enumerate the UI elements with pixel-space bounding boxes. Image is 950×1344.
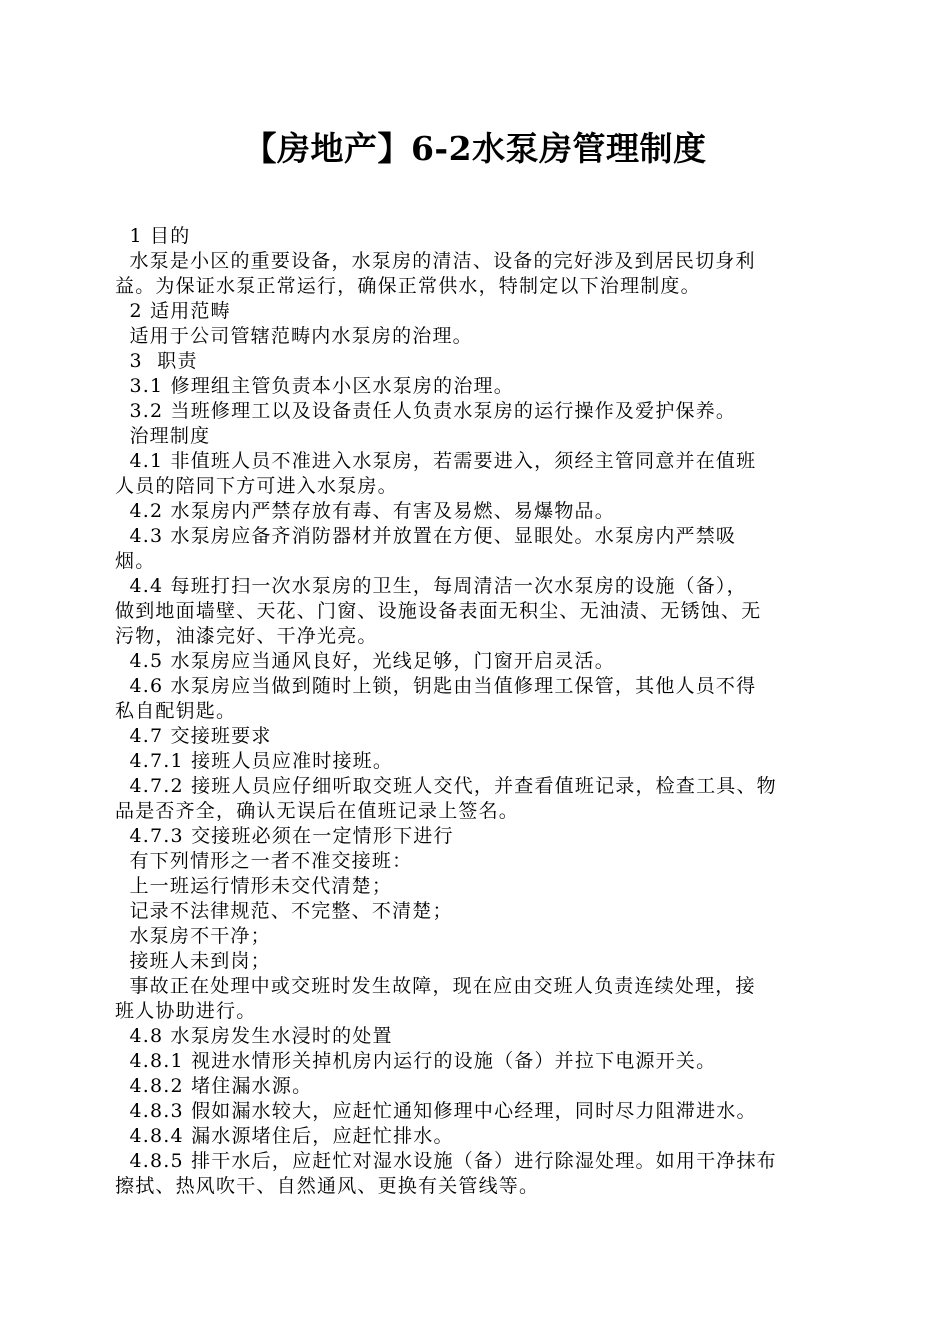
- body-line: 4.8.4 漏水源堵住后，应赶忙排水。: [115, 1125, 454, 1147]
- body-line: 治理制度: [115, 425, 211, 447]
- body-line: 4.1 非值班人员不准进入水泵房，若需要进入，须经主管同意并在值班: [115, 450, 757, 472]
- body-line: 4.8.1 视进水情形关掉机房内运行的设施（备）并拉下电源开关。: [115, 1050, 717, 1072]
- body-line: 上一班运行情形未交代清楚；: [115, 875, 393, 897]
- body-line: 4.8 水泵房发生水浸时的处置: [115, 1025, 393, 1047]
- body-line: 3.2 当班修理工以及设备责任人负责水泵房的运行操作及爱护保养。: [115, 400, 737, 422]
- body-line: 私自配钥匙。: [115, 700, 237, 722]
- body-line: 4.2 水泵房内严禁存放有毒、有害及易燃、易爆物品。: [115, 500, 615, 522]
- body-line: 4.8.5 排干水后，应赶忙对湿水设施（备）进行除湿处理。如用干净抹布: [115, 1150, 777, 1172]
- body-line: 4.8.2 堵住漏水源。: [115, 1075, 313, 1097]
- body-line: 4.4 每班打扫一次水泵房的卫生，每周清洁一次水泵房的设施（备），: [115, 575, 747, 597]
- body-line: 益。为保证水泵正常运行，确保正常供水，特制定以下治理制度。: [115, 275, 701, 297]
- body-line: 班人协助进行。: [115, 1000, 257, 1022]
- body-line: 接班人未到岗；: [115, 950, 271, 972]
- body-line: 1 目的: [115, 225, 191, 247]
- body-line: 3.1 修理组主管负责本小区水泵房的治理。: [115, 375, 514, 397]
- body-line: 4.7.3 交接班必须在一定情形下进行: [115, 825, 454, 847]
- body-line: 记录不法律规范、不完整、不清楚；: [115, 900, 453, 922]
- body-line: 3 职责: [115, 350, 198, 372]
- body-line: 烟。: [115, 550, 156, 572]
- body-line: 适用于公司管辖范畴内水泵房的治理。: [115, 325, 473, 347]
- body-line: 人员的陪同下方可进入水泵房。: [115, 475, 398, 497]
- document-body: [115, 224, 835, 1199]
- body-line: 4.5 水泵房应当通风良好，光线足够，门窗开启灵活。: [115, 650, 615, 672]
- body-line: 4.3 水泵房应备齐消防器材并放置在方便、显眼处。水泵房内严禁吸: [115, 525, 737, 547]
- body-line: 有下列情形之一者不准交接班：: [115, 850, 413, 872]
- body-line: 2 适用范畴: [115, 300, 231, 322]
- body-line: 4.6 水泵房应当做到随时上锁，钥匙由当值修理工保管，其他人员不得: [115, 675, 757, 697]
- body-line: 4.7.2 接班人员应仔细听取交班人交代，并查看值班记录，检查工具、物: [115, 775, 777, 797]
- body-line: 事故正在处理中或交班时发生故障，现在应由交班人负责连续处理，接: [115, 975, 756, 997]
- body-line: 做到地面墙壁、天花、门窗、设施设备表面无积尘、无油渍、无锈蚀、无: [115, 600, 762, 622]
- body-line: 水泵是小区的重要设备，水泵房的清洁、设备的完好涉及到居民切身利: [115, 250, 756, 272]
- body-line: 污物，油漆完好、干净光亮。: [115, 625, 378, 647]
- body-line: 4.7 交接班要求: [115, 725, 272, 747]
- body-line: 4.7.1 接班人员应准时接班。: [115, 750, 394, 772]
- body-line: 擦拭、热风吹干、自然通风、更换有关管线等。: [115, 1175, 540, 1197]
- body-line: 水泵房不干净；: [115, 925, 271, 947]
- body-line: 4.8.3 假如漏水较大，应赶忙通知修理中心经理，同时尽力阻滞进水。: [115, 1100, 757, 1122]
- document-title: 【房地产】6-2水泵房管理制度: [243, 129, 707, 168]
- body-line: 品是否齐全，确认无误后在值班记录上签名。: [115, 800, 520, 822]
